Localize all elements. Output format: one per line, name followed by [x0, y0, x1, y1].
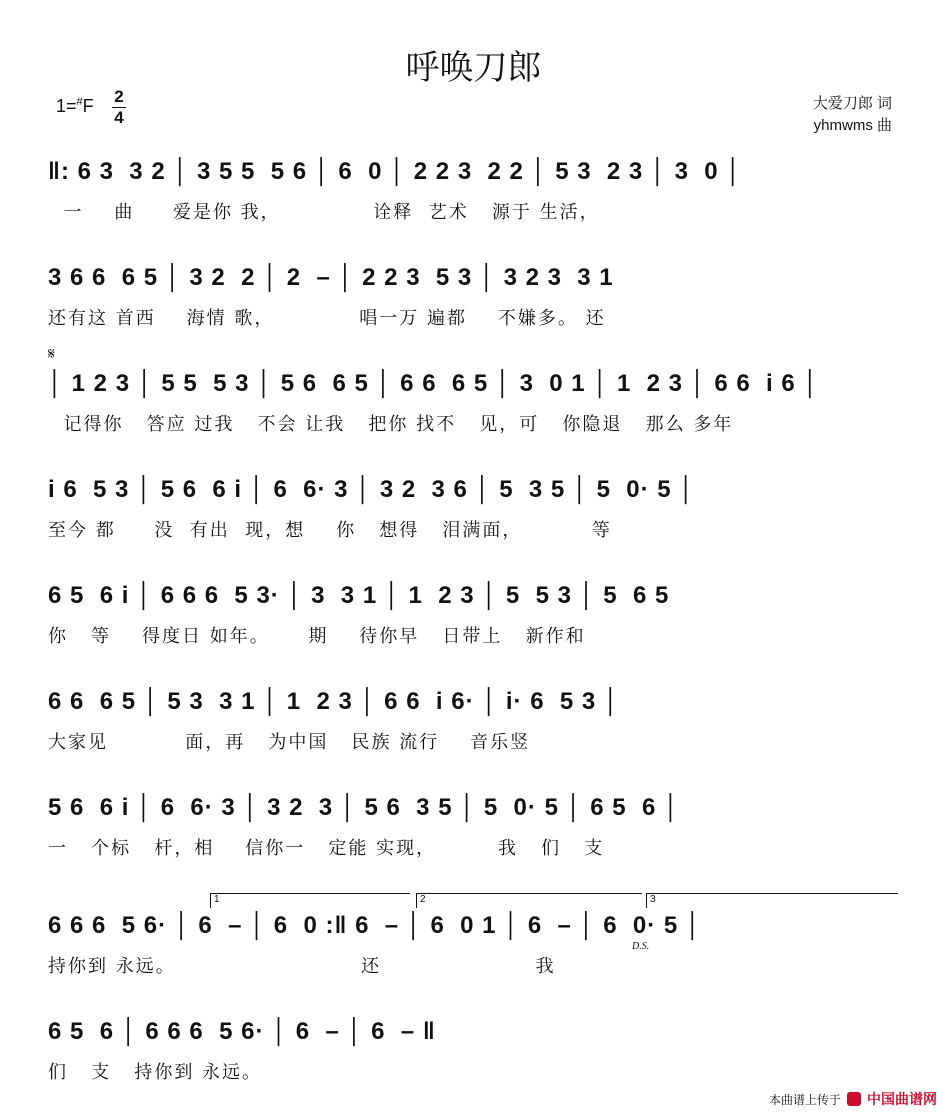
site-logo-icon	[847, 1092, 861, 1106]
score-line-1: ‖: 6 3 3 2 │ 3 5 5 5 6 │ 6 0 │ 2 2 3 2 2 │ 5 3 2 3 │ 3 0 │	[48, 158, 743, 185]
score-line-7: 5 6 6 i │ 6 6· 3 │ 3 2 3 │ 5 6 3 5 │ 5 0· 5 │ 6 5 6 │	[48, 794, 680, 821]
volta-3: 3	[646, 893, 898, 908]
lyric-line-6: 大家见 面，再 为中国 民族 流行 音乐竖	[48, 732, 531, 753]
score-line-2: 3 6 6 6 5 │ 3 2 2 │ 2 – │ 2 2 3 5 3 │ 3 2 3 3 1	[48, 264, 614, 291]
lyric-line-9: 们 支 持你到 永远。	[48, 1062, 263, 1083]
volta-1: 1	[210, 893, 410, 908]
lyric-line-7: 一 个标 杆，相 信你一 定能 实现， 我 们 支	[48, 838, 605, 859]
lyric-line-3: 记得你 答应 过我 不会 让我 把你 找不 见，可 你隐退 那么 多年	[48, 414, 734, 435]
lyric-line-5: 你 等 得度日 如年。 期 待你早 日带上 新作和	[48, 626, 586, 647]
lyric-line-2: 还有这 首西 海情 歌， 唱一万 遍都 不嫌多。 还	[48, 308, 606, 329]
time-bottom: 4	[114, 108, 124, 127]
key-signature	[56, 96, 94, 117]
sharp-sign: #	[76, 96, 83, 108]
time-top: 2	[114, 87, 124, 106]
time-signature	[112, 88, 126, 127]
score-line-5: 6 5 6 i │ 6 6 6 5 3· │ 3 3 1 │ 1 2 3 │ 5 5 3 │ 5 6 5	[48, 582, 670, 609]
site-name[interactable]: 中国曲谱网	[867, 1091, 937, 1107]
lyricist-credit: 大爱刀郎 词	[812, 95, 892, 112]
footer-text: 本曲谱上传于	[768, 1092, 841, 1107]
score-line-6: 6 6 6 5 │ 5 3 3 1 │ 1 2 3 │ 6 6 i 6· │ i· 6 5 3 │	[48, 688, 620, 715]
composer-credit: yhmwms 曲	[813, 117, 892, 134]
score-line-3: │ 1 2 3 │ 5 5 5 3 │ 5 6 6 5 │ 6 6 6 5 │ 3 0 1 │ 1 2 3 │ 6 6 i 6 │	[48, 370, 820, 397]
lyric-line-1: 一 曲 爱是你 我， 诠释 艺术 源于 生活，	[48, 202, 600, 223]
lyric-line-8: 持你到 永远。 还 我	[48, 956, 556, 977]
volta-2: 2	[416, 893, 642, 908]
segno-icon: 𝄋	[48, 346, 55, 363]
page-title: 呼唤刀郎	[405, 48, 542, 88]
score-line-8: 6 6 6 5 6· │ 6 – │ 6 0 :‖ 6 – │ 6 0 1 │ 6 – │ 6 0· 5 │	[48, 912, 702, 939]
lyric-line-4: 至今 都 没 有出 现，想 你 想得 泪满面， 等	[48, 520, 612, 541]
key-note: F	[82, 96, 94, 116]
upload-footer	[769, 1089, 937, 1109]
score-line-9: 6 5 6 │ 6 6 6 5 6· │ 6 – │ 6 – ‖	[48, 1018, 436, 1045]
key-prefix: 1=	[56, 96, 77, 116]
score-line-4: i 6 5 3 │ 5 6 6 i │ 6 6· 3 │ 3 2 3 6 │ 5 3 5 │ 5 0· 5 │	[48, 476, 696, 503]
ds-marking: D.S.	[632, 941, 650, 952]
